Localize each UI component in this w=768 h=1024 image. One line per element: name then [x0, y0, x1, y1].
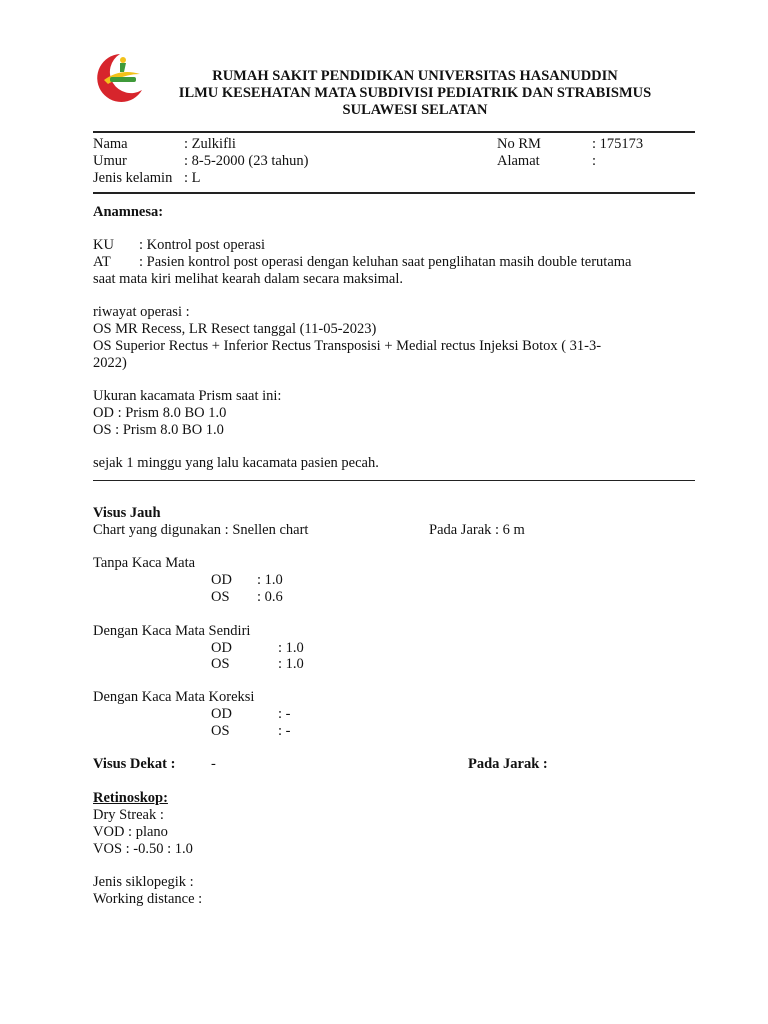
alamat-value: : — [592, 153, 597, 169]
koreksi-od-value: : - — [278, 706, 291, 722]
tanpa-kacamata-title: Tanpa Kaca Mata — [93, 555, 196, 571]
visus-dekat-value: - — [211, 756, 216, 772]
riwayat-title: riwayat operasi : — [93, 304, 190, 320]
logo-figure-body — [120, 63, 126, 72]
tanpa-od-value: : 1.0 — [257, 572, 283, 588]
nama-label: Nama — [93, 136, 128, 152]
header-line-3: SULAWESI SELATAN — [342, 102, 488, 118]
kacamata-od: OD : Prism 8.0 BO 1.0 — [93, 405, 227, 421]
sendiri-od-label: OD — [211, 640, 232, 656]
vos: VOS : -0.50 : 1.0 — [93, 841, 193, 857]
umur-label: Umur — [93, 153, 127, 169]
ku-value: : Kontrol post operasi — [139, 237, 266, 253]
anamnesa-rule — [93, 480, 695, 481]
visus-dekat-label: Visus Dekat : — [93, 756, 176, 772]
anamnesa-title: Anamnesa: — [93, 204, 164, 220]
jenis-kelamin-value: : L — [184, 170, 201, 186]
at-label: AT — [93, 254, 111, 270]
at-value-line-1: : Pasien kontrol post operasi dengan keluhan saat penglihatan masih double terutama — [139, 254, 632, 270]
umur-value: : 8-5-2000 (23 tahun) — [184, 153, 309, 169]
jenis-kelamin-label: Jenis kelamin — [93, 170, 173, 186]
sendiri-od-value: : 1.0 — [278, 640, 304, 656]
riwayat-item-2-line-1: OS Superior Rectus + Inferior Rectus Transposisi + Medial rectus Injeksi Botox ( 31-3- — [93, 338, 602, 354]
anamnesa-note: sejak 1 minggu yang lalu kacamata pasien pecah. — [93, 455, 379, 471]
koreksi-os-value: : - — [278, 723, 291, 739]
chart-used: Chart yang digunakan : Snellen chart — [93, 522, 309, 538]
logo-green-base — [110, 77, 136, 82]
header-line-2: ILMU KESEHATAN MATA SUBDIVISI PEDIATRIK DAN STRABISMUS — [178, 85, 652, 101]
hospital-logo-icon — [90, 50, 146, 106]
visus-dekat-distance-label: Pada Jarak : — [468, 756, 548, 772]
logo-figure-head — [120, 57, 126, 63]
header-line-1: RUMAH SAKIT PENDIDIKAN UNIVERSITAS HASANUDDIN — [212, 68, 618, 84]
ku-label: KU — [93, 237, 114, 253]
koreksi-os-label: OS — [211, 723, 230, 739]
koreksi-od-label: OD — [211, 706, 232, 722]
sendiri-os-value: : 1.0 — [278, 656, 304, 672]
retinoskop-title: Retinoskop: — [93, 790, 168, 806]
jenis-siklopegik: Jenis siklopegik : — [93, 874, 194, 890]
header-rule — [93, 131, 695, 133]
kacamata-title: Ukuran kacamata Prism saat ini: — [93, 388, 282, 404]
alamat-label: Alamat — [497, 153, 540, 169]
riwayat-item-1: OS MR Recess, LR Resect tanggal (11-05-2023) — [93, 321, 377, 337]
sendiri-os-label: OS — [211, 656, 230, 672]
patient-rule — [93, 192, 695, 194]
no-rm-label: No RM — [497, 136, 541, 152]
kacamata-sendiri-title: Dengan Kaca Mata Sendiri — [93, 623, 251, 639]
vod: VOD : plano — [93, 824, 168, 840]
tanpa-os-value: : 0.6 — [257, 589, 283, 605]
kacamata-koreksi-title: Dengan Kaca Mata Koreksi — [93, 689, 255, 705]
no-rm-value: : 175173 — [592, 136, 644, 152]
visus-jauh-distance: Pada Jarak : 6 m — [429, 522, 525, 538]
tanpa-od-label: OD — [211, 572, 232, 588]
kacamata-os: OS : Prism 8.0 BO 1.0 — [93, 422, 224, 438]
working-distance: Working distance : — [93, 891, 203, 907]
nama-value: : Zulkifli — [184, 136, 236, 152]
riwayat-item-2-line-2: 2022) — [93, 355, 127, 371]
tanpa-os-label: OS — [211, 589, 230, 605]
at-value-line-2: saat mata kiri melihat kearah dalam secara maksimal. — [93, 271, 404, 287]
visus-jauh-title: Visus Jauh — [93, 505, 161, 521]
dry-streak: Dry Streak : — [93, 807, 164, 823]
